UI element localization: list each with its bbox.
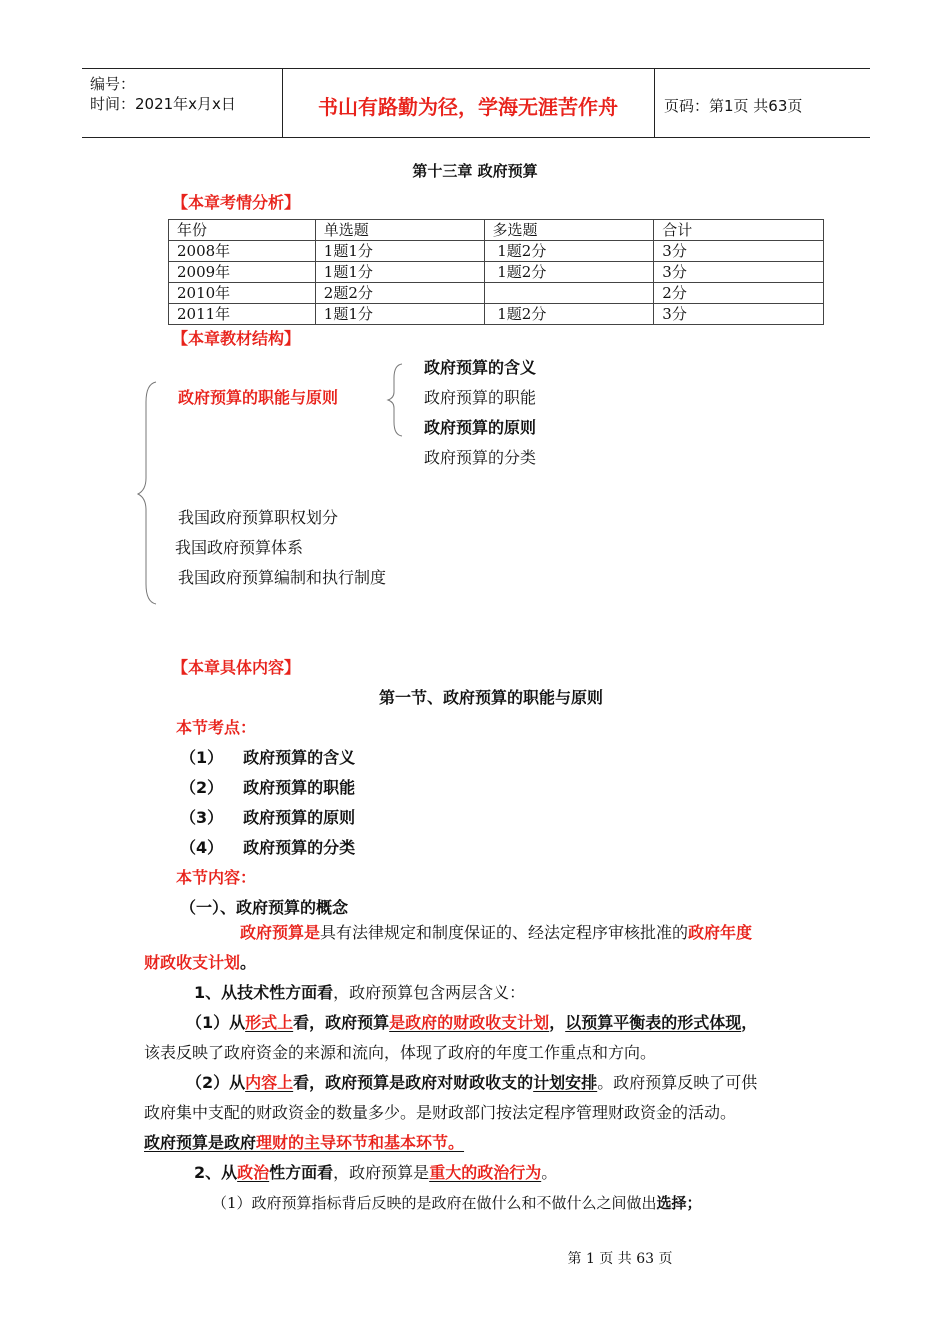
header-motto-cell [282,69,655,137]
table-cell: 1题1分 [315,262,484,283]
exam-analysis-table [168,219,824,325]
political-end: 。 [541,1163,558,1182]
technical-heading-bold: 1、从技术性方面看 [194,983,334,1002]
table-header-cell: 合计 [654,220,824,241]
header-page-cell [654,69,870,137]
form-comma: ， [549,1013,566,1032]
content-line3-end: 。 [448,1133,465,1152]
key-point-number: （4） [180,838,224,857]
structure-heading: 【本章教材结构】 [172,329,301,348]
political-key: 政治 [237,1163,270,1182]
political-rest: ，政府预算是 [333,1163,430,1182]
key-point-item [180,805,355,828]
definition-line-1 [240,918,752,948]
content-key2: 计划安排 [533,1073,598,1092]
content-key: 内容上 [245,1073,294,1092]
table-cell: 1题2分 [484,304,654,325]
technical-heading [194,978,525,1008]
content-rest: 。政府预算反映了可供 [597,1073,758,1092]
page-header [82,68,870,138]
form-mid: 看，政府预算 [293,1013,390,1032]
content-line3-highlight: 理财的主导环节和基本环节 [256,1133,449,1152]
table-row [169,283,824,304]
structure-sub-item: 政府预算的含义 [424,358,537,377]
key-point-item [180,745,355,768]
political-item-bold: 选择； [656,1194,702,1212]
document-number-label: 编号： [90,75,136,93]
form-emphasis: 以预算平衡表的形式体现 [565,1013,742,1032]
political-prefix: 2、从 [194,1163,238,1182]
key-point-text: 政府预算的原则 [243,808,356,827]
content-line-3 [144,1128,464,1158]
political-heading [194,1158,557,1188]
content-line-1 [186,1068,757,1098]
structure-sub-item: 政府预算的原则 [424,418,537,437]
header-info-cell [82,69,283,137]
table-cell: 1题2分 [484,262,654,283]
key-point-number: （3） [180,808,224,827]
key-point-text: 政府预算的职能 [243,778,356,797]
large-brace-icon [130,378,160,608]
table-cell: 2题2分 [315,283,484,304]
form-key: 形式上 [245,1013,294,1032]
structure-main-item: 政府预算的职能与原则 [178,388,339,407]
key-point-text: 政府预算的分类 [243,838,356,857]
content-prefix: （2）从 [186,1073,246,1092]
table-cell: 2分 [654,283,824,304]
table-cell: 2011年 [169,304,316,325]
form-line-1 [186,1008,757,1038]
table-cell [484,283,654,304]
table-cell: 2010年 [169,283,316,304]
key-point-number: （1） [180,748,224,767]
table-cell: 3分 [654,241,824,262]
content-line-2: 政府集中支配的财政资金的数量多少。是财政部门按法定程序管理财政资金的活动。 [144,1103,737,1122]
key-point-item [180,835,355,858]
definition-period: 。 [240,953,257,972]
table-row [169,304,824,325]
table-cell: 2009年 [169,262,316,283]
table-cell: 3分 [654,304,824,325]
table-cell: 1题1分 [315,304,484,325]
structure-item: 我国政府预算编制和执行制度 [178,568,387,587]
technical-heading-text: ，政府预算包含两层含义： [333,983,526,1002]
date-label: 时间：2021年x月x日 [90,95,236,113]
analysis-heading: 【本章考情分析】 [172,193,301,212]
table-cell: 3分 [654,262,824,283]
key-points-label: 本节考点： [176,718,257,737]
chapter-title: 第十三章 政府预算 [412,162,538,180]
key-point-item [180,775,355,798]
section-title: 第一节、政府预算的职能与原则 [378,688,603,707]
page-number-label: 页码：第1页 共63页 [664,97,803,115]
table-header-cell: 单选题 [315,220,484,241]
structure-item: 我国政府预算体系 [175,538,304,557]
political-highlight: 重大的政治行为 [429,1163,542,1182]
table-cell: 1题1分 [315,241,484,262]
definition-term: 政府预算是 [240,923,321,942]
structure-sub-item: 政府预算的职能 [424,388,537,407]
table-header-cell: 多选题 [484,220,654,241]
form-highlight: 是政府的财政收支计划 [389,1013,550,1032]
small-brace-icon [382,360,408,440]
form-comma: ， [741,1013,758,1032]
form-line-2: 该表反映了政府资金的来源和流向，体现了政府的年度工作重点和方向。 [144,1043,657,1062]
key-point-text: 政府预算的含义 [243,748,356,767]
definition-line-2 [144,948,256,978]
table-cell: 1题2分 [484,241,654,262]
table-row [169,241,824,262]
form-prefix: （1）从 [186,1013,246,1032]
table-header-row [169,220,824,241]
motto: 书山有路勤为径，学海无涯苦作舟 [318,95,618,119]
table-row [169,262,824,283]
structure-sub-item: 政府预算的分类 [424,448,537,467]
key-point-number: （2） [180,778,224,797]
content-line3-start: 政府预算是政府 [144,1133,257,1152]
content-mid: 看，政府预算是政府对财政收支的 [293,1073,534,1092]
definition-highlight: 政府年度 [688,923,753,942]
content-label: 本节内容： [176,868,257,887]
political-item-text: （1）政府预算指标背后反映的是政府在做什么和不做什么之间做出 [212,1194,657,1212]
table-cell: 2008年 [169,241,316,262]
content-heading: 【本章具体内容】 [172,658,301,677]
table-header-cell: 年份 [169,220,316,241]
concept-heading: （一）、政府预算的概念 [180,898,349,917]
definition-text: 具有法律规定和制度保证的、经法定程序审核批准的 [320,923,689,942]
political-mid: 性方面看 [269,1163,334,1182]
structure-item: 我国政府预算职权划分 [178,508,339,527]
political-item-1 [212,1188,702,1218]
definition-highlight: 财政收支计划 [144,953,241,972]
page-footer: 第 1 页 共 63 页 [567,1251,673,1267]
